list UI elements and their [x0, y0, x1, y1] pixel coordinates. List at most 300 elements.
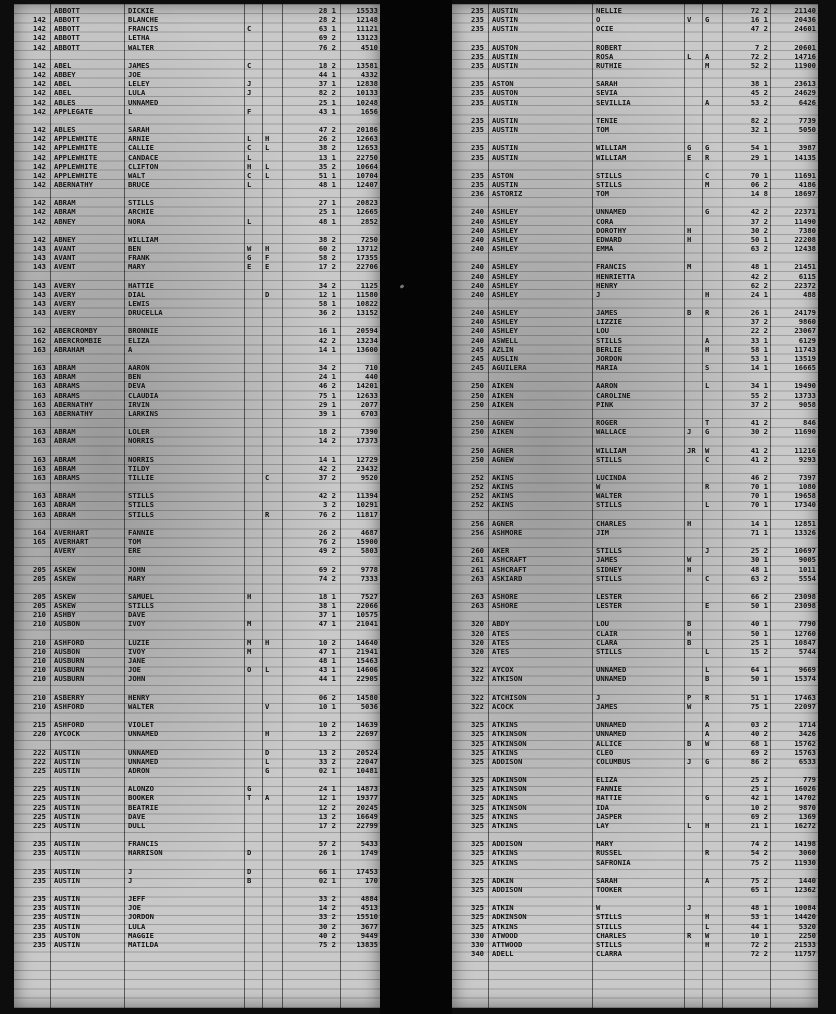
given-name: JAMES: [596, 308, 618, 318]
given-name: UNNAMED: [596, 729, 627, 739]
surname: AGNEW: [492, 454, 514, 464]
surname: ATKINSON: [492, 729, 527, 739]
given-name: STILLS: [128, 509, 154, 519]
given-name: DAVE: [128, 811, 146, 821]
certificate-number: 170: [365, 875, 378, 885]
record-row: [14, 198, 380, 207]
col-b: J: [705, 546, 710, 556]
age-sex: 50 1: [750, 234, 768, 244]
certificate-number: 13581: [356, 60, 378, 70]
surname: AGNEW: [492, 418, 514, 428]
certificate-number: 9293: [798, 454, 816, 464]
record-row: [14, 436, 380, 445]
given-name: BEN: [128, 244, 141, 254]
certificate-number: 23432: [356, 463, 378, 473]
record-row: [14, 153, 380, 162]
col-b: L: [705, 381, 710, 391]
given-name: J: [596, 692, 601, 702]
record-row: [14, 253, 380, 262]
col-b: H: [265, 637, 270, 647]
certificate-number: 5036: [360, 701, 378, 711]
given-name: ARNIE: [128, 134, 150, 144]
surname: ABBOTT: [54, 6, 80, 15]
row-code: 325: [471, 793, 484, 803]
record-row: [452, 638, 818, 647]
record-row: [14, 482, 380, 491]
given-name: HENRIETTA: [596, 271, 635, 281]
given-name: SAFRONIA: [596, 857, 631, 867]
age-sex: 25 2: [750, 775, 768, 785]
certificate-number: 15762: [794, 738, 816, 748]
record-row: [452, 290, 818, 299]
surname: ABRAM: [54, 363, 76, 373]
surname: ABBOTT: [54, 42, 80, 52]
surname: AUSLIN: [492, 353, 518, 363]
record-row: [452, 79, 818, 88]
col-a: E: [247, 262, 252, 272]
row-code: 142: [33, 60, 46, 70]
surname: ATKIN: [492, 903, 514, 913]
age-sex: 03 2: [750, 720, 768, 730]
row-code: 256: [471, 518, 484, 528]
row-code: 142: [33, 33, 46, 43]
row-code: 163: [33, 399, 46, 409]
age-sex: 53 1: [750, 912, 768, 922]
certificate-number: 13326: [794, 527, 816, 537]
row-code: 235: [471, 170, 484, 180]
age-sex: 45 2: [750, 88, 768, 98]
row-code: 325: [471, 921, 484, 931]
surname: APPLEWHITE: [54, 161, 98, 171]
age-sex: 29 1: [750, 152, 768, 162]
record-row: [14, 473, 380, 482]
col-b: M: [705, 60, 710, 70]
certificate-number: 11743: [794, 344, 816, 354]
row-code: 225: [33, 820, 46, 830]
certificate-number: 14873: [356, 784, 378, 794]
given-name: HATTIE: [596, 793, 622, 803]
given-name: JAMES: [596, 555, 618, 565]
age-sex: 32 1: [750, 125, 768, 135]
row-code: 325: [471, 903, 484, 913]
col-b: H: [705, 912, 710, 922]
surname: AUSTON: [54, 930, 80, 940]
record-row: [14, 665, 380, 674]
record-row: [14, 885, 380, 894]
certificate-number: 10847: [794, 637, 816, 647]
row-code: 225: [33, 811, 46, 821]
record-row: [452, 510, 818, 519]
row-code: 325: [471, 848, 484, 858]
age-sex: 63 2: [750, 244, 768, 254]
record-row: [14, 702, 380, 711]
age-sex: 15 2: [750, 646, 768, 656]
given-name: HARRISON: [128, 848, 163, 858]
row-code: 235: [471, 42, 484, 52]
row-code: 215: [33, 720, 46, 730]
certificate-number: 22905: [356, 674, 378, 684]
row-code: 250: [471, 427, 484, 437]
col-a: C: [247, 143, 252, 153]
row-code: 225: [33, 802, 46, 812]
given-name: EDWARD: [596, 234, 622, 244]
given-name: JOE: [128, 903, 141, 913]
certificate-number: 11757: [794, 949, 816, 959]
age-sex: 50 1: [750, 601, 768, 611]
record-row: [452, 6, 818, 15]
age-sex: 06 2: [318, 692, 336, 702]
given-name: RUTHIE: [596, 60, 622, 70]
surname: AIKEN: [492, 427, 514, 437]
certificate-number: 19490: [794, 381, 816, 391]
col-b: V: [265, 701, 270, 711]
col-b: R: [705, 152, 710, 162]
surname: AVERY: [54, 308, 76, 318]
surname: ABEL: [54, 88, 72, 98]
surname: ASTORIZ: [492, 189, 523, 199]
surname: ABDY: [492, 619, 510, 629]
certificate-number: 4510: [360, 42, 378, 52]
given-name: FRANCIS: [596, 262, 627, 272]
record-row: [452, 482, 818, 491]
certificate-number: 1011: [798, 564, 816, 574]
col-a: D: [247, 848, 252, 858]
given-name: ADRON: [128, 765, 150, 775]
certificate-number: 19377: [356, 793, 378, 803]
col-b: H: [705, 820, 710, 830]
surname: ASTON: [492, 170, 514, 180]
surname: AUSTIN: [492, 6, 518, 15]
certificate-number: 12148: [356, 15, 378, 25]
col-a: D: [247, 866, 252, 876]
surname: AVERY: [54, 299, 76, 308]
given-name: O: [596, 15, 601, 25]
given-name: LETHA: [128, 33, 150, 43]
record-row: [14, 33, 380, 42]
col-a: G: [687, 143, 692, 153]
age-sex: 74 2: [750, 839, 768, 849]
row-code: 163: [33, 509, 46, 519]
record-row: [14, 455, 380, 464]
record-row: [14, 107, 380, 116]
row-code: 210: [33, 701, 46, 711]
given-name: SAMUEL: [128, 592, 154, 601]
col-b: W: [705, 738, 710, 748]
col-b: G: [705, 793, 710, 803]
given-name: STILLS: [128, 500, 154, 510]
given-name: CLEO: [596, 747, 614, 757]
row-code: 325: [471, 839, 484, 849]
col-b: R: [705, 692, 710, 702]
certificate-number: 6129: [798, 335, 816, 345]
surname: APPLEWHITE: [54, 143, 98, 153]
row-code: 263: [471, 601, 484, 611]
record-row: [452, 253, 818, 262]
record-row: [14, 125, 380, 134]
record-row: [14, 500, 380, 509]
certificate-number: 710: [365, 363, 378, 373]
col-a: B: [687, 308, 692, 318]
certificate-number: 10481: [356, 765, 378, 775]
record-row: [14, 336, 380, 345]
age-sex: 36 2: [318, 308, 336, 318]
col-a: M: [247, 646, 252, 656]
surname: ADELL: [492, 949, 514, 959]
certificate-number: 7390: [360, 427, 378, 437]
record-row: [452, 354, 818, 363]
col-a: T: [247, 793, 252, 803]
record-row: [452, 766, 818, 775]
certificate-number: 9778: [360, 564, 378, 574]
row-code: 142: [33, 152, 46, 162]
certificate-number: 13835: [356, 939, 378, 949]
certificate-number: 5433: [360, 839, 378, 849]
given-name: CORA: [596, 216, 614, 226]
surname: ASHLEY: [492, 308, 518, 318]
record-row: [452, 372, 818, 381]
certificate-number: 11121: [356, 24, 378, 34]
age-sex: 43 1: [318, 106, 336, 116]
surname: AKER: [492, 546, 510, 556]
record-row: [14, 15, 380, 24]
record-row: [452, 171, 818, 180]
row-code: 240: [471, 289, 484, 299]
age-sex: 72 2: [750, 6, 768, 15]
surname: ABERCROMBY: [54, 326, 98, 336]
surname: AYCOX: [492, 665, 514, 675]
row-code: 163: [33, 500, 46, 510]
record-row: [14, 400, 380, 409]
given-name: JAMES: [596, 701, 618, 711]
surname: ABRAM: [54, 436, 76, 446]
given-name: SARAH: [596, 79, 618, 89]
record-row: [14, 647, 380, 656]
certificate-number: 21140: [794, 6, 816, 15]
surname: ADDISON: [492, 756, 523, 766]
row-code: 340: [471, 949, 484, 959]
row-code: 235: [33, 930, 46, 940]
given-name: TOM: [128, 537, 141, 547]
age-sex: 72 2: [750, 51, 768, 61]
surname: ATWOOD: [492, 930, 518, 940]
certificate-number: 22066: [356, 601, 378, 611]
certificate-number: 13152: [356, 308, 378, 318]
certificate-number: 17373: [356, 436, 378, 446]
surname: ABERCROMBIE: [54, 335, 102, 345]
row-code: 320: [471, 637, 484, 647]
age-sex: 65 1: [750, 885, 768, 894]
age-sex: 75 2: [750, 875, 768, 885]
age-sex: 44 1: [318, 674, 336, 684]
age-sex: 71 1: [750, 527, 768, 537]
record-row: [452, 33, 818, 42]
given-name: ARCHIE: [128, 207, 154, 217]
given-name: TOM: [596, 125, 609, 135]
certificate-number: 10822: [356, 299, 378, 308]
given-name: BEATRIE: [128, 802, 159, 812]
age-sex: 50 1: [750, 674, 768, 684]
age-sex: 52 2: [750, 60, 768, 70]
given-name: AARON: [128, 363, 150, 373]
record-row: [452, 189, 818, 198]
given-name: HATTIE: [128, 280, 154, 290]
given-name: JOHN: [128, 674, 146, 684]
record-row: [452, 345, 818, 354]
given-name: CHARLES: [596, 930, 627, 940]
age-sex: 54 2: [750, 848, 768, 858]
given-name: EMMA: [596, 244, 614, 254]
certificate-number: 20186: [356, 125, 378, 135]
record-row: [14, 391, 380, 400]
row-code: 252: [471, 482, 484, 492]
record-row: [452, 922, 818, 931]
row-code: 250: [471, 381, 484, 391]
surname: AUSTIN: [54, 811, 80, 821]
given-name: DULL: [128, 820, 146, 830]
col-a: L: [247, 179, 252, 189]
surname: AUSTIN: [54, 820, 80, 830]
given-name: LESTER: [596, 592, 622, 601]
given-name: JOE: [128, 70, 141, 80]
row-code: 325: [471, 857, 484, 867]
certificate-number: 14606: [356, 665, 378, 675]
given-name: JORDON: [128, 912, 154, 922]
record-row: [452, 491, 818, 500]
age-sex: 86 2: [750, 756, 768, 766]
col-a: W: [687, 555, 692, 565]
record-row: [452, 455, 818, 464]
age-sex: 17 2: [318, 262, 336, 272]
certificate-number: 20594: [356, 326, 378, 336]
record-row: [452, 446, 818, 455]
certificate-number: 21451: [794, 262, 816, 272]
col-a: H: [687, 564, 692, 574]
record-row: [14, 162, 380, 171]
record-row: [452, 235, 818, 244]
row-code: 325: [471, 820, 484, 830]
row-code: 142: [33, 106, 46, 116]
row-code: 235: [33, 939, 46, 949]
age-sex: 41 2: [750, 445, 768, 455]
certificate-number: 20601: [794, 42, 816, 52]
col-b: H: [265, 134, 270, 144]
record-row: [452, 88, 818, 97]
given-name: PINK: [596, 399, 614, 409]
given-name: RUSSEL: [596, 848, 622, 858]
surname: ABRAM: [54, 500, 76, 510]
given-name: LUCINDA: [596, 472, 627, 482]
surname: ASHLEY: [492, 280, 518, 290]
age-sex: 25 1: [318, 97, 336, 107]
record-row: [14, 537, 380, 546]
col-a: F: [247, 106, 252, 116]
surname: AIKEN: [492, 381, 514, 391]
given-name: CALLIE: [128, 143, 154, 153]
surname: ABRAM: [54, 372, 76, 382]
record-row: [452, 839, 818, 848]
row-code: 240: [471, 280, 484, 290]
record-row: [14, 619, 380, 628]
col-a: H: [687, 234, 692, 244]
given-name: NORA: [128, 216, 146, 226]
surname: ABNEY: [54, 234, 76, 244]
record-row: [452, 684, 818, 693]
certificate-number: 3060: [798, 848, 816, 858]
age-sex: 60 2: [318, 244, 336, 254]
surname: AVANT: [54, 244, 76, 254]
certificate-number: 7333: [360, 573, 378, 583]
age-sex: 75 2: [318, 939, 336, 949]
record-row: [452, 537, 818, 546]
given-name: HENRY: [596, 280, 618, 290]
age-sex: 48 1: [318, 656, 336, 666]
col-a: H: [687, 518, 692, 528]
certificate-number: 16272: [794, 820, 816, 830]
record-row: [14, 766, 380, 775]
surname: ASTON: [492, 79, 514, 89]
age-sex: 54 1: [750, 143, 768, 153]
surname: ADKINS: [492, 793, 518, 803]
given-name: MAGGIE: [128, 930, 154, 940]
row-code: 163: [33, 381, 46, 391]
certificate-number: 9860: [798, 317, 816, 327]
row-code: 142: [33, 216, 46, 226]
age-sex: 72 2: [750, 939, 768, 949]
row-code: 163: [33, 472, 46, 482]
record-row: [14, 894, 380, 903]
surname: ABRAM: [54, 491, 76, 501]
record-row: [14, 70, 380, 79]
record-row: [14, 674, 380, 683]
given-name: TILDY: [128, 463, 150, 473]
age-sex: 14 8: [750, 189, 768, 199]
row-code: 240: [471, 216, 484, 226]
age-sex: 10 2: [318, 720, 336, 730]
certificate-number: 21941: [356, 646, 378, 656]
record-row: [14, 272, 380, 281]
certificate-number: 22047: [356, 756, 378, 766]
age-sex: 26 2: [318, 527, 336, 537]
col-b: A: [705, 729, 710, 739]
row-code: 235: [471, 97, 484, 107]
record-row: [452, 24, 818, 33]
certificate-number: 23098: [794, 592, 816, 601]
age-sex: 37 1: [318, 79, 336, 89]
row-code: 142: [33, 70, 46, 80]
record-row: [14, 427, 380, 436]
age-sex: 34 1: [750, 381, 768, 391]
surname: AUSTON: [492, 42, 518, 52]
surname: ATKINSON: [492, 784, 527, 794]
col-a: H: [247, 161, 252, 171]
given-name: CLARRA: [596, 949, 622, 959]
row-code: 235: [471, 115, 484, 125]
given-name: BRONNIE: [128, 326, 159, 336]
row-code: 142: [33, 125, 46, 135]
age-sex: 18 1: [318, 592, 336, 601]
surname: AUSTIN: [54, 747, 80, 757]
given-name: UNNAMED: [596, 674, 627, 684]
row-code: 322: [471, 692, 484, 702]
surname: AVERHART: [54, 537, 89, 547]
given-name: J: [596, 289, 601, 299]
age-sex: 82 2: [318, 88, 336, 98]
age-sex: 18 2: [318, 427, 336, 437]
given-name: UNNAMED: [596, 720, 627, 730]
certificate-number: 9870: [798, 802, 816, 812]
record-row: [14, 134, 380, 143]
row-code: 240: [471, 207, 484, 217]
